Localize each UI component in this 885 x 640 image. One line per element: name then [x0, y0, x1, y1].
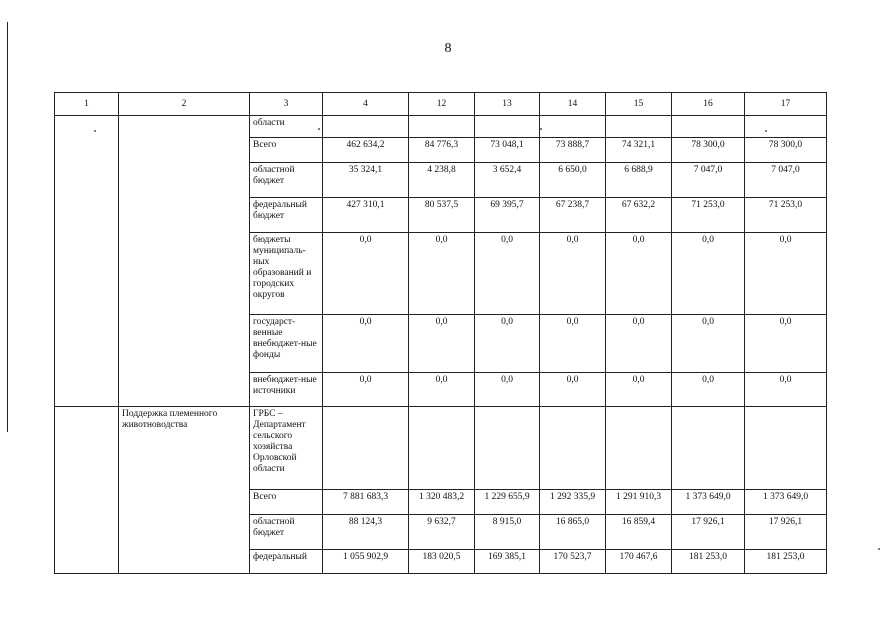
source-label: бюджеты муниципаль-ных образований и городских округов — [250, 233, 323, 315]
scan-speck — [878, 548, 880, 550]
value-cell: 84 776,3 — [409, 138, 475, 163]
value-cell: 170 467,6 — [606, 550, 672, 574]
number-cell — [55, 116, 119, 407]
source-label: Всего — [250, 138, 323, 163]
value-cell — [540, 116, 606, 138]
value-cell: 8 915,0 — [475, 515, 540, 550]
value-cell — [745, 116, 827, 138]
value-cell — [323, 407, 409, 490]
source-label: областной бюджет — [250, 515, 323, 550]
table-row — [55, 407, 827, 490]
source-label: области — [250, 116, 323, 138]
value-cell: 80 537,5 — [409, 198, 475, 233]
value-cell: 78 300,0 — [672, 138, 745, 163]
source-label: ГРБС – Департамент сельского хозяйства Орловской области — [250, 407, 323, 490]
value-cell: 181 253,0 — [672, 550, 745, 574]
column-header: 15 — [606, 93, 672, 116]
column-header: 12 — [409, 93, 475, 116]
value-cell: 462 634,2 — [323, 138, 409, 163]
value-cell: 6 650,0 — [540, 163, 606, 198]
event-name-cell: Поддержка племенного животноводства — [119, 407, 250, 574]
value-cell: 169 385,1 — [475, 550, 540, 574]
value-cell — [323, 116, 409, 138]
value-cell: 1 320 483,2 — [409, 490, 475, 515]
source-label: внебюджет-ные источники — [250, 373, 323, 407]
value-cell: 0,0 — [606, 315, 672, 373]
column-header: 17 — [745, 93, 827, 116]
value-cell: 427 310,1 — [323, 198, 409, 233]
value-cell: 71 253,0 — [745, 198, 827, 233]
margin-line — [7, 22, 8, 432]
value-cell: 0,0 — [409, 373, 475, 407]
value-cell: 4 238,8 — [409, 163, 475, 198]
value-cell: 73 888,7 — [540, 138, 606, 163]
value-cell — [475, 116, 540, 138]
value-cell: 3 652,4 — [475, 163, 540, 198]
value-cell: 0,0 — [540, 233, 606, 315]
value-cell: 1 291 910,3 — [606, 490, 672, 515]
value-cell: 0,0 — [745, 373, 827, 407]
value-cell — [606, 407, 672, 490]
value-cell: 17 926,1 — [672, 515, 745, 550]
value-cell: 69 395,7 — [475, 198, 540, 233]
value-cell: 71 253,0 — [672, 198, 745, 233]
value-cell: 0,0 — [475, 373, 540, 407]
value-cell: 1 229 655,9 — [475, 490, 540, 515]
value-cell: 35 324,1 — [323, 163, 409, 198]
value-cell: 73 048,1 — [475, 138, 540, 163]
value-cell: 67 632,2 — [606, 198, 672, 233]
table-row — [55, 116, 827, 138]
column-header: 13 — [475, 93, 540, 116]
value-cell: 0,0 — [672, 315, 745, 373]
value-cell: 183 020,5 — [409, 550, 475, 574]
value-cell — [672, 407, 745, 490]
scan-speck — [318, 128, 320, 130]
column-header: 16 — [672, 93, 745, 116]
value-cell: 0,0 — [606, 373, 672, 407]
value-cell: 0,0 — [540, 373, 606, 407]
budget-table — [54, 92, 827, 574]
source-label: государст-венные внебюджет-ные фонды — [250, 315, 323, 373]
value-cell: 17 926,1 — [745, 515, 827, 550]
value-cell: 1 292 335,9 — [540, 490, 606, 515]
value-cell: 67 238,7 — [540, 198, 606, 233]
number-cell — [55, 407, 119, 574]
column-header: 4 — [323, 93, 409, 116]
column-header: 3 — [250, 93, 323, 116]
value-cell: 0,0 — [745, 315, 827, 373]
value-cell — [409, 407, 475, 490]
value-cell — [475, 407, 540, 490]
value-cell: 0,0 — [672, 373, 745, 407]
header-row — [55, 93, 827, 116]
value-cell — [409, 116, 475, 138]
column-header: 2 — [119, 93, 250, 116]
value-cell: 88 124,3 — [323, 515, 409, 550]
value-cell: 16 865,0 — [540, 515, 606, 550]
value-cell: 0,0 — [475, 315, 540, 373]
value-cell: 7 047,0 — [745, 163, 827, 198]
value-cell — [672, 116, 745, 138]
value-cell: 0,0 — [323, 315, 409, 373]
value-cell: 1 055 902,9 — [323, 550, 409, 574]
value-cell — [606, 116, 672, 138]
value-cell: 0,0 — [606, 233, 672, 315]
value-cell: 74 321,1 — [606, 138, 672, 163]
source-label: федеральный — [250, 550, 323, 574]
source-label: областной бюджет — [250, 163, 323, 198]
value-cell: 6 688,9 — [606, 163, 672, 198]
value-cell: 0,0 — [409, 233, 475, 315]
column-header: 1 — [55, 93, 119, 116]
value-cell: 7 881 683,3 — [323, 490, 409, 515]
value-cell: 170 523,7 — [540, 550, 606, 574]
value-cell: 0,0 — [323, 373, 409, 407]
scan-speck — [540, 128, 542, 130]
value-cell: 16 859,4 — [606, 515, 672, 550]
column-header: 14 — [540, 93, 606, 116]
scan-speck — [94, 130, 96, 132]
value-cell — [745, 407, 827, 490]
source-label: федеральный бюджет — [250, 198, 323, 233]
value-cell: 0,0 — [672, 233, 745, 315]
value-cell: 1 373 649,0 — [745, 490, 827, 515]
event-name-cell — [119, 116, 250, 407]
value-cell: 1 373 649,0 — [672, 490, 745, 515]
value-cell: 78 300,0 — [745, 138, 827, 163]
value-cell — [540, 407, 606, 490]
value-cell: 181 253,0 — [745, 550, 827, 574]
value-cell: 0,0 — [409, 315, 475, 373]
value-cell: 0,0 — [745, 233, 827, 315]
value-cell: 9 632,7 — [409, 515, 475, 550]
page-number: 8 — [444, 41, 452, 56]
source-label: Всего — [250, 490, 323, 515]
value-cell: 0,0 — [323, 233, 409, 315]
value-cell: 7 047,0 — [672, 163, 745, 198]
value-cell: 0,0 — [540, 315, 606, 373]
scan-speck — [765, 130, 767, 132]
value-cell: 0,0 — [475, 233, 540, 315]
